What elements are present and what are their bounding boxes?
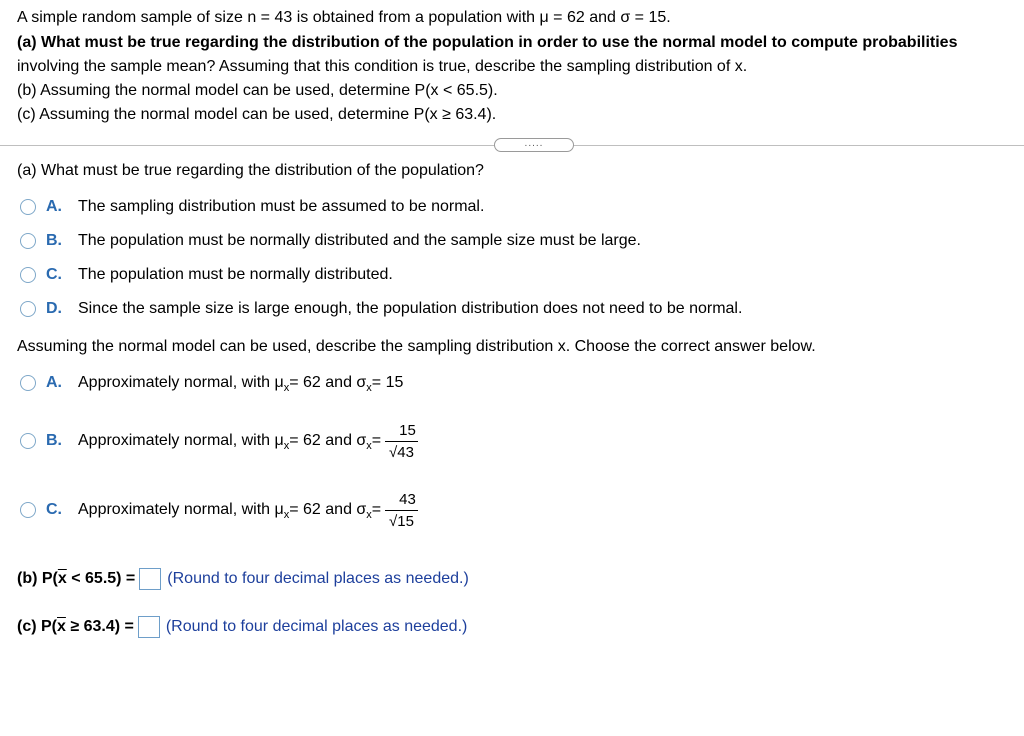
sqrt-icon: √ bbox=[389, 512, 398, 530]
part-b-label: (b) $P(\overline{x} < 65.5)$ = bbox=[17, 570, 136, 587]
subscript-x: x bbox=[283, 440, 290, 452]
option-end: = 15 bbox=[371, 374, 404, 391]
sampling-option-b[interactable] bbox=[20, 421, 418, 461]
problem-line-4: (b) Assuming the normal model can be used, determine P(x < 65.5). bbox=[17, 82, 498, 99]
radio-icon[interactable] bbox=[20, 375, 36, 391]
sampling-option-c[interactable] bbox=[20, 490, 418, 530]
option-letter: A. bbox=[46, 374, 62, 391]
option-letter: D. bbox=[46, 300, 62, 317]
option-letter: A. bbox=[46, 198, 62, 215]
option-text: The population must be normally distributed. bbox=[78, 266, 393, 283]
option-text: Since the sample size is large enough, the population distribution does not need to be normal. bbox=[78, 300, 743, 317]
option-end: = bbox=[371, 501, 382, 518]
expand-button[interactable]: ..... bbox=[494, 138, 574, 152]
problem-line-5: (c) Assuming the normal model can be used, determine P(x ≥ 63.4). bbox=[17, 106, 497, 123]
sampling-option-a[interactable] bbox=[20, 372, 403, 394]
option-text: Approximately normal, with μ bbox=[78, 501, 284, 518]
problem-line-3: involving the sample mean? Assuming that this condition is true, describe the sampling distribution of x. bbox=[17, 58, 748, 75]
option-letter: B. bbox=[46, 432, 62, 449]
option-mid: = 62 and σ bbox=[289, 501, 367, 518]
option-mid: = 62 and σ bbox=[289, 432, 367, 449]
part-c-hint: (Round to four decimal places as needed.) bbox=[165, 618, 468, 635]
option-mid: = 62 and σ bbox=[289, 374, 367, 391]
part-b-row bbox=[17, 568, 469, 590]
option-letter: C. bbox=[46, 266, 62, 283]
radio-icon[interactable] bbox=[20, 502, 36, 518]
sampling-question: Assuming the normal model can be used, describe the sampling distribution x. Choose the correct answer below. bbox=[17, 338, 816, 355]
subscript-x: x bbox=[366, 382, 372, 394]
option-text: Approximately normal, with μ bbox=[78, 432, 284, 449]
part-a-question: (a) What must be true regarding the distribution of the population? bbox=[17, 162, 484, 179]
radio-icon[interactable] bbox=[20, 433, 36, 449]
part-a-option-a[interactable] bbox=[20, 196, 484, 218]
part-c-row bbox=[17, 616, 467, 638]
fraction-numerator: 15 bbox=[399, 421, 416, 439]
fraction-denominator: √43 bbox=[385, 441, 418, 461]
radio-icon[interactable] bbox=[20, 301, 36, 317]
problem-line-2: (a) What must be true regarding the distribution of the population in order to use the normal model to compute probabilities bbox=[17, 34, 958, 51]
option-text: Approximately normal, with μ bbox=[78, 374, 284, 391]
part-b-answer-input[interactable] bbox=[139, 568, 161, 590]
option-text: The sampling distribution must be assumed to be normal. bbox=[78, 198, 485, 215]
option-text: The population must be normally distributed and the sample size must be large. bbox=[78, 232, 641, 249]
subscript-x: x bbox=[283, 509, 290, 521]
part-b-hint: (Round to four decimal places as needed.) bbox=[167, 570, 469, 587]
subscript-x: x bbox=[366, 509, 372, 521]
sqrt-icon: √ bbox=[389, 443, 398, 461]
option-end: = bbox=[371, 432, 382, 449]
radio-icon[interactable] bbox=[20, 267, 36, 283]
part-c-answer-input[interactable] bbox=[138, 616, 160, 638]
subscript-x: x bbox=[366, 440, 372, 452]
fraction bbox=[385, 422, 418, 461]
option-letter: B. bbox=[46, 232, 62, 249]
fraction-denominator: √15 bbox=[385, 510, 418, 530]
radio-icon[interactable] bbox=[20, 233, 36, 249]
part-a-option-d[interactable] bbox=[20, 298, 742, 320]
part-a-option-b[interactable] bbox=[20, 230, 641, 252]
problem-line-1: A simple random sample of size n = 43 is obtained from a population with μ = 62 and σ = 15. bbox=[17, 9, 671, 26]
radio-icon[interactable] bbox=[20, 199, 36, 215]
part-a-option-c[interactable] bbox=[20, 264, 393, 286]
fraction-numerator: 43 bbox=[399, 490, 416, 508]
fraction bbox=[385, 491, 418, 530]
part-c-label: (c) $P(\overline{x} \ge 63.4)$ = bbox=[17, 618, 134, 635]
subscript-x: x bbox=[283, 382, 290, 394]
option-letter: C. bbox=[46, 501, 62, 518]
